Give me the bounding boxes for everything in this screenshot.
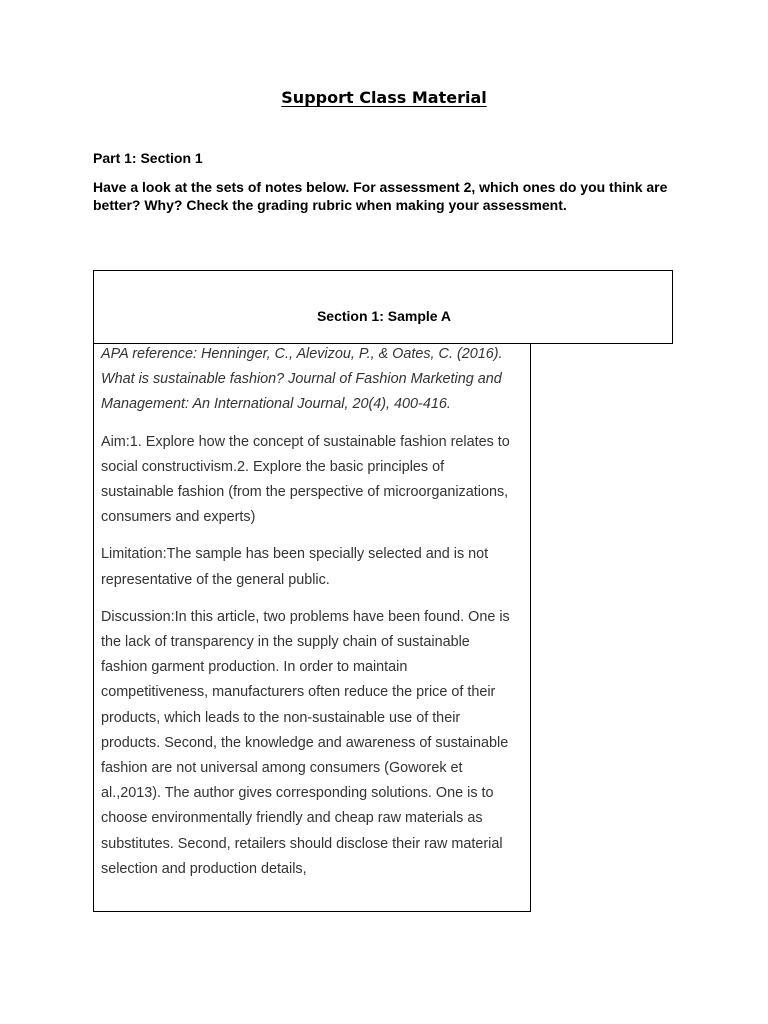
instructions-text: Have a look at the sets of notes below. For assessment 2, which ones do you think are better? Why? Check the grading rubric when making your assessment. xyxy=(93,179,668,213)
apa-reference: APA reference: Henninger, C., Alevizou, P., & Oates, C. (2016). What is sustainable fashion? Journal of Fashion Marketing and Management: An International Journal, 20(4), 400-416. xyxy=(101,346,503,413)
document-title: Support Class Material xyxy=(281,88,487,107)
aim-paragraph: Aim:1. Explore how the concept of sustainable fashion relates to social constructivism.2. Explore the basic principles of sustainable fashion (from the perspective of microorganizations, consumers and experts) xyxy=(101,433,510,526)
limitation-paragraph: Limitation:The sample has been specially selected and is not representative of the general public. xyxy=(101,546,489,588)
notes-box xyxy=(93,344,531,912)
discussion-paragraph: Discussion:In this article, two problems have been found. One is the lack of transparency in the supply chain of sustainable fashion garment production. In order to maintain competitiveness, manufacturers often reduce the price of their products, which leads to the non-sustainable use of their products. Second, the knowledge and awareness of sustainable fashion are not universal among consumers (Goworek et al.,2013). The author gives corresponding solutions. One is to choose environmentally friendly and cheap raw materials as substitutes. Second, retailers should disclose their raw material selection and production details, xyxy=(101,608,510,877)
sample-heading: Section 1: Sample A xyxy=(316,308,452,324)
sample-heading-box xyxy=(93,270,673,344)
part-heading: Part 1: Section 1 xyxy=(93,150,203,166)
